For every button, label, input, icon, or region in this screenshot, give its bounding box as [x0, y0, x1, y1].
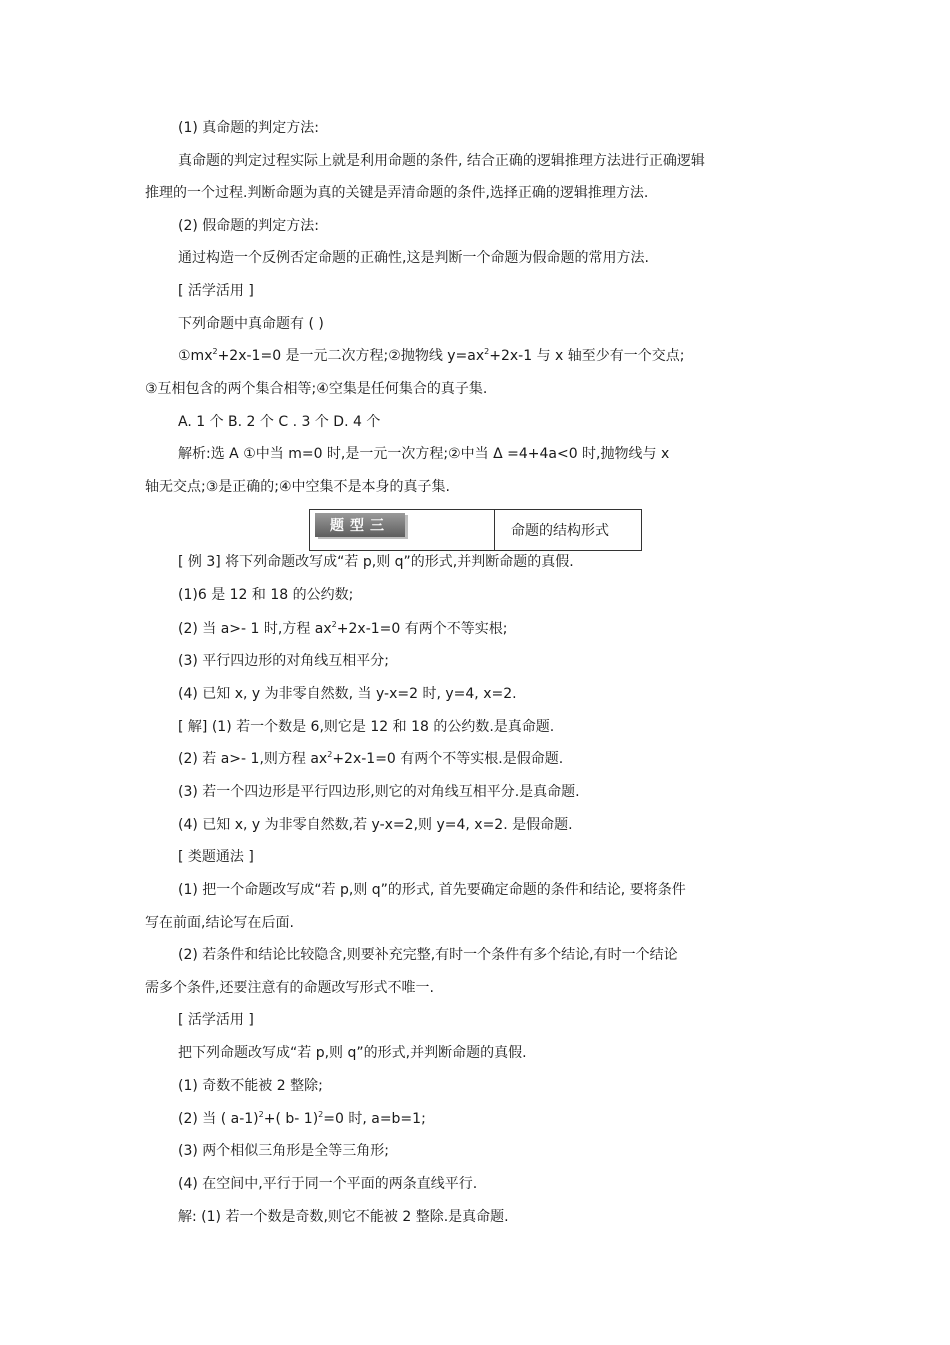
text-span: ①mx — [178, 348, 213, 364]
text-span: (2) 当 ( a-1) — [178, 1111, 259, 1127]
section-label: [ 类题通法 ] — [178, 849, 254, 865]
text-line: (1) 真命题的判定方法: — [178, 120, 319, 136]
text-line: (4) 在空间中,平行于同一个平面的两条直线平行. — [178, 1176, 478, 1192]
text-line: 通过构造一个反例否定命题的正确性,这是判断一个命题为假命题的常用方法. — [178, 250, 649, 266]
text-line: (1) 把一个命题改写成“若 p,则 q”的形式, 首先要确定命题的条件和结论, 要将条件 — [178, 882, 686, 898]
equation-line — [178, 347, 684, 365]
text-line: (1)6 是 12 和 18 的公约数; — [178, 587, 354, 603]
text-line: (3) 若一个四边形是平行四边形,则它的对角线互相平分.是真命题. — [178, 784, 580, 800]
text-line: (3) 平行四边形的对角线互相平分; — [178, 653, 389, 669]
banner-title: 命题的结构形式 — [511, 523, 609, 539]
choices-line: A. 1 个 B. 2 个 C . 3 个 D. 4 个 — [178, 414, 381, 430]
superscript: 2 — [212, 347, 218, 356]
text-line: (2) 若条件和结论比较隐含,则要补充完整,有时一个条件有多个结论,有时一个结论 — [178, 947, 678, 963]
equation-line — [178, 750, 563, 768]
text-line: 轴无交点;③是正确的;④中空集不是本身的真子集. — [145, 479, 450, 495]
text-span: +2x-1 与 x 轴至少有一个交点; — [489, 348, 685, 364]
text-line: 把下列命题改写成“若 p,则 q”的形式,并判断命题的真假. — [178, 1045, 527, 1061]
text-line: (4) 已知 x, y 为非零自然数,若 y-x=2,则 y=4, x=2. 是假命题. — [178, 817, 573, 833]
text-line: (4) 已知 x, y 为非零自然数, 当 y-x=2 时, y=4, x=2. — [178, 686, 517, 702]
text-span: +2x-1=0 有两个不等实根; — [336, 621, 508, 637]
banner-tag-cell — [310, 510, 495, 550]
banner-tag: 题型三 — [315, 513, 405, 537]
section-banner — [309, 509, 642, 551]
text-span: =0 时, a=b=1; — [323, 1111, 426, 1127]
text-line: (1) 奇数不能被 2 整除; — [178, 1078, 323, 1094]
example-heading: [ 例 3] 将下列命题改写成“若 p,则 q”的形式,并判断命题的真假. — [178, 554, 574, 570]
superscript: 2 — [331, 620, 337, 629]
text-line: 写在前面,结论写在后面. — [145, 915, 294, 931]
text-span: +2x-1=0 是一元二次方程;②抛物线 y=ax — [217, 348, 485, 364]
superscript: 2 — [258, 1110, 264, 1119]
text-line: (3) 两个相似三角形是全等三角形; — [178, 1143, 389, 1159]
solution-line: 解: (1) 若一个数是奇数,则它不能被 2 整除.是真命题. — [178, 1209, 509, 1225]
section-label: [ 活学活用 ] — [178, 1012, 254, 1028]
text-line: 真命题的判定过程实际上就是利用命题的条件, 结合正确的逻辑推理方法进行正确逻辑 — [178, 153, 705, 169]
superscript: 2 — [327, 750, 333, 759]
equation-line — [178, 620, 507, 638]
question-line: 下列命题中真命题有 ( ) — [178, 316, 324, 332]
solution-line: 解析:选 A ①中当 m=0 时,是一元一次方程;②中当 Δ =4+4a<0 时,抛物线与 x — [178, 446, 670, 462]
text-line: 推理的一个过程.判断命题为真的关键是弄清命题的条件,选择正确的逻辑推理方法. — [145, 185, 649, 201]
superscript: 2 — [484, 347, 490, 356]
equation-line — [178, 1110, 426, 1128]
text-span: +( b- 1) — [263, 1111, 319, 1127]
text-span: (2) 当 a>- 1 时,方程 ax — [178, 621, 332, 637]
text-line: 需多个条件,还要注意有的命题改写形式不唯一. — [145, 980, 434, 996]
solution-line: [ 解] (1) 若一个数是 6,则它是 12 和 18 的公约数.是真命题. — [178, 719, 555, 735]
section-label: [ 活学活用 ] — [178, 283, 254, 299]
text-line: (2) 假命题的判定方法: — [178, 218, 319, 234]
text-span: (2) 若 a>- 1,则方程 ax — [178, 751, 328, 767]
text-line: ③互相包含的两个集合相等;④空集是任何集合的真子集. — [145, 381, 488, 397]
text-span: +2x-1=0 有两个不等实根.是假命题. — [332, 751, 564, 767]
superscript: 2 — [318, 1110, 324, 1119]
